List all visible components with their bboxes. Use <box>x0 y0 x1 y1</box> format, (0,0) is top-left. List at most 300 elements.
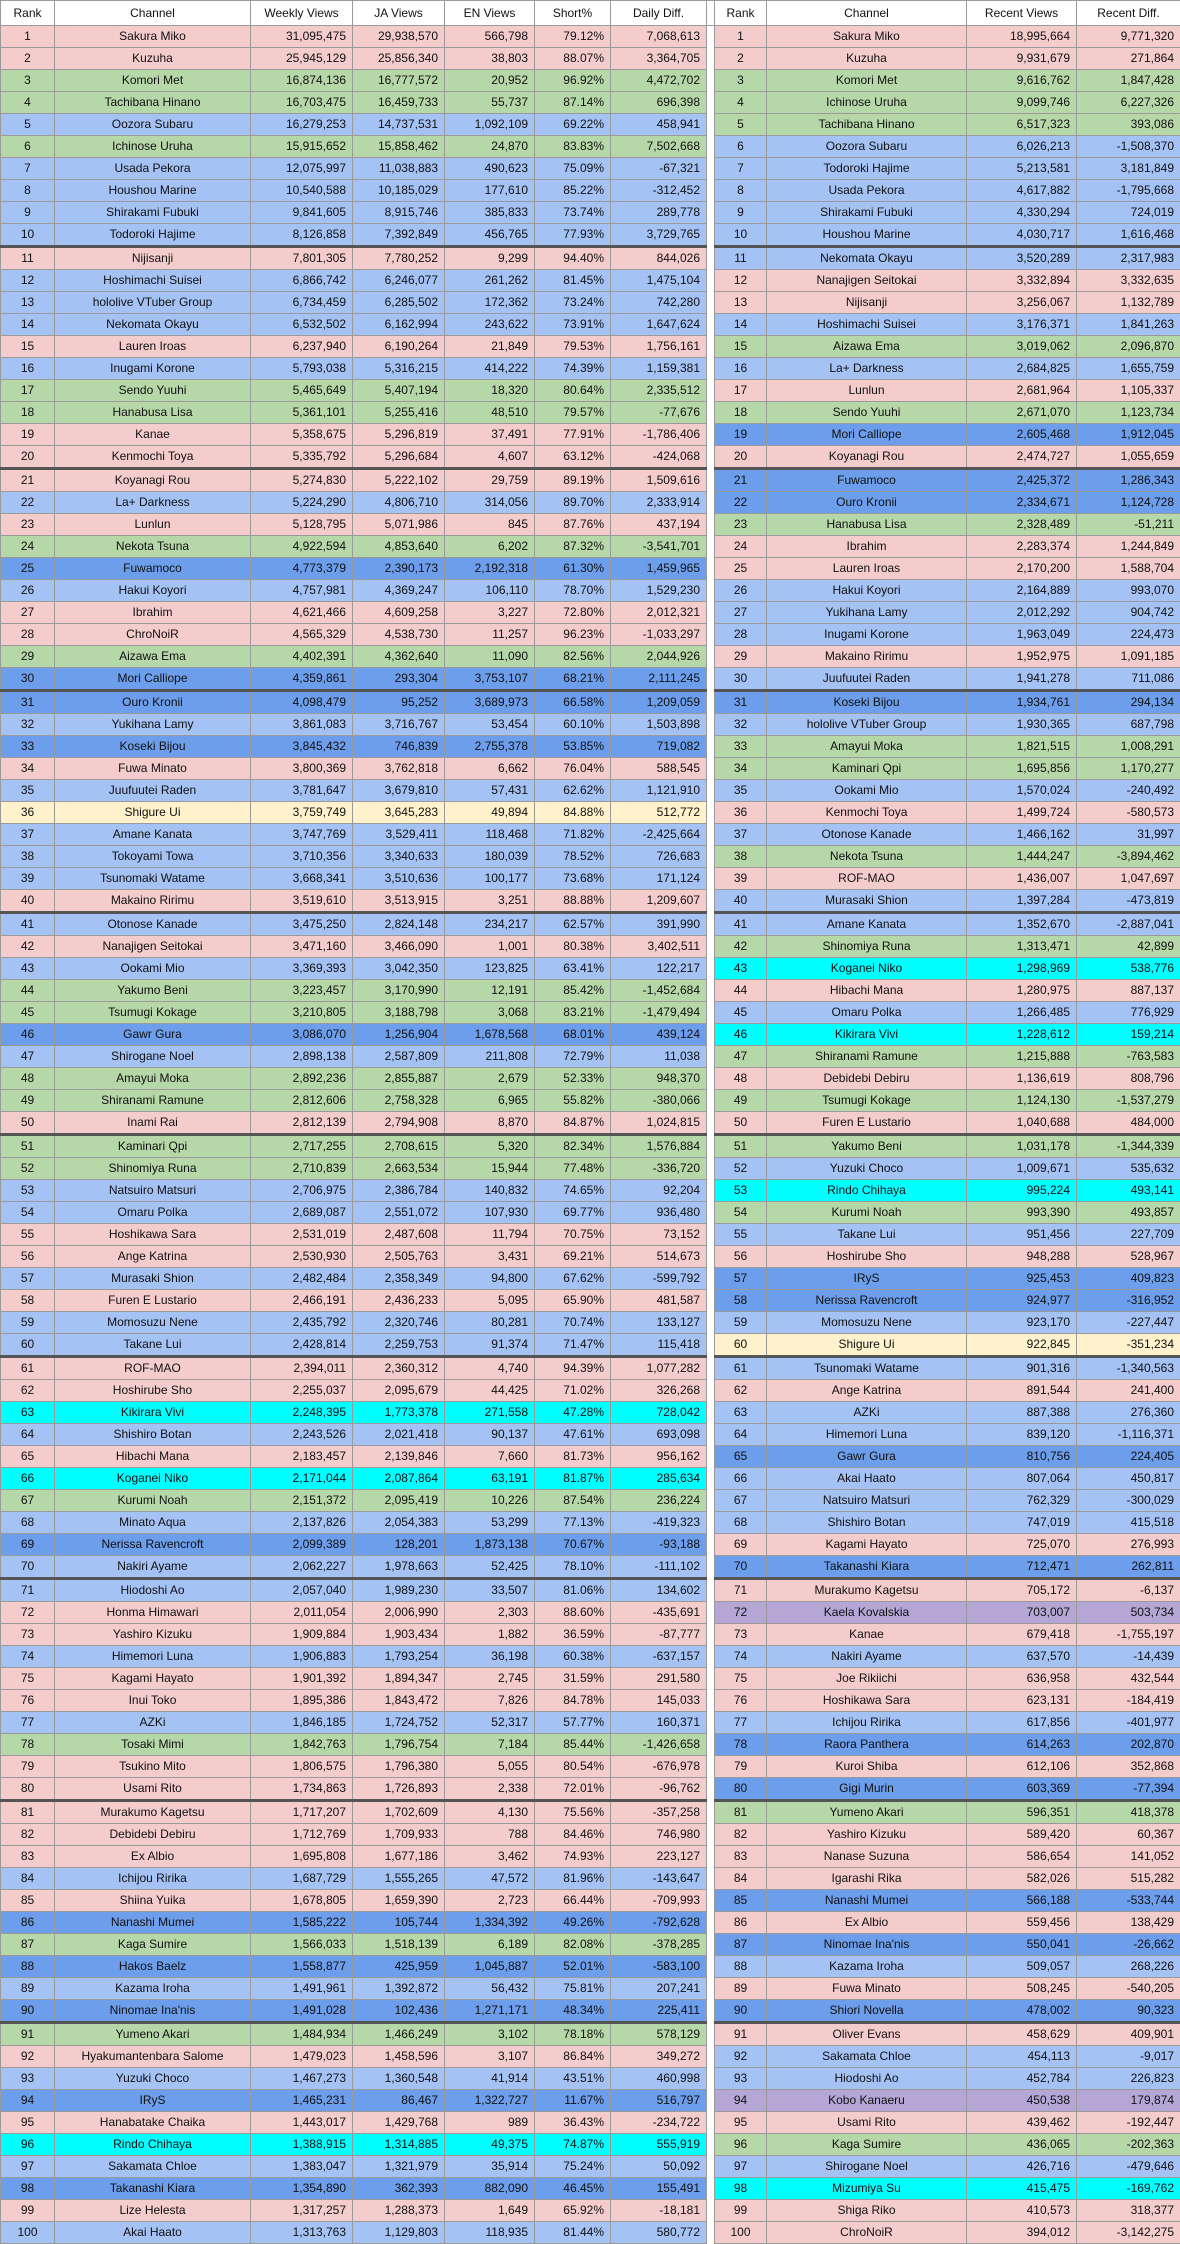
short-pct-cell: 73.24% <box>535 292 611 314</box>
ja-views-cell: 4,538,730 <box>353 624 445 646</box>
table-row <box>715 1646 1180 1668</box>
recent-views-cell: 9,616,762 <box>967 70 1077 92</box>
rank-cell: 7 <box>1 158 55 180</box>
short-pct-cell: 87.14% <box>535 92 611 114</box>
channel-name-cell: Shiina Yuika <box>55 1890 251 1912</box>
ja-views-cell: 86,467 <box>353 2090 445 2112</box>
en-views-cell: 3,689,973 <box>445 691 535 714</box>
daily-diff-cell: 1,077,282 <box>611 1357 707 1380</box>
recent-views-cell: 2,684,825 <box>967 358 1077 380</box>
ja-views-cell: 15,858,462 <box>353 136 445 158</box>
channel-name-cell: Yakumo Beni <box>55 980 251 1002</box>
recent-diff-cell: -580,573 <box>1077 802 1180 824</box>
channel-name-cell: AZKi <box>55 1712 251 1734</box>
recent-views-cell: 612,106 <box>967 1756 1077 1778</box>
recent-diff-cell: 6,227,326 <box>1077 92 1180 114</box>
channel-name-cell: Hakui Koyori <box>767 580 967 602</box>
ja-views-cell: 2,824,148 <box>353 913 445 936</box>
weekly-views-cell: 2,435,792 <box>251 1312 353 1334</box>
rank-cell: 36 <box>715 802 767 824</box>
channel-name-cell: Minato Aqua <box>55 1512 251 1534</box>
rank-cell: 66 <box>1 1468 55 1490</box>
recent-views-cell: 1,009,671 <box>967 1158 1077 1180</box>
channel-name-cell: Ichijou Ririka <box>767 1712 967 1734</box>
recent-views-cell: 2,671,070 <box>967 402 1077 424</box>
channel-name-cell: Furen E Lustario <box>767 1112 967 1135</box>
rank-cell: 67 <box>715 1490 767 1512</box>
daily-diff-cell: 1,121,910 <box>611 780 707 802</box>
daily-diff-cell: 223,127 <box>611 1846 707 1868</box>
short-pct-cell: 94.40% <box>535 247 611 270</box>
rank-cell: 8 <box>715 180 767 202</box>
recent-diff-cell: 904,742 <box>1077 602 1180 624</box>
table-row <box>1 1712 715 1734</box>
recent-views-cell: 2,328,489 <box>967 514 1077 536</box>
channel-name-cell: Lunlun <box>55 514 251 536</box>
weekly-views-cell: 8,126,858 <box>251 224 353 247</box>
channel-name-cell: Ookami Mio <box>767 780 967 802</box>
weekly-views-cell: 2,482,484 <box>251 1268 353 1290</box>
table-row <box>1 492 715 514</box>
table-row <box>715 1490 1180 1512</box>
recent-views-cell: 1,570,024 <box>967 780 1077 802</box>
rank-cell: 60 <box>1 1334 55 1357</box>
channel-name-cell: Kobo Kanaeru <box>767 2090 967 2112</box>
rank-cell: 78 <box>715 1734 767 1756</box>
table-row <box>1 446 715 469</box>
rank-cell: 87 <box>715 1934 767 1956</box>
channel-name-cell: Kaminari Qpi <box>767 758 967 780</box>
weekly-views-cell: 5,358,675 <box>251 424 353 446</box>
ja-views-cell: 1,796,754 <box>353 1734 445 1756</box>
short-pct-cell: 82.08% <box>535 1934 611 1956</box>
ja-views-cell: 2,320,746 <box>353 1312 445 1334</box>
recent-diff-cell: 318,377 <box>1077 2200 1180 2222</box>
channel-name-cell: Murasaki Shion <box>55 1268 251 1290</box>
recent-diff-cell: 294,134 <box>1077 691 1180 714</box>
table-row <box>1 1602 715 1624</box>
short-pct-cell: 74.65% <box>535 1180 611 1202</box>
ja-views-cell: 16,459,733 <box>353 92 445 114</box>
daily-diff-cell: -709,993 <box>611 1890 707 1912</box>
rank-cell: 29 <box>715 646 767 668</box>
short-pct-cell: 87.32% <box>535 536 611 558</box>
table-row <box>715 2200 1180 2222</box>
channel-name-cell: Hoshimachi Suisei <box>55 270 251 292</box>
channel-name-cell: Omaru Polka <box>55 1202 251 1224</box>
daily-diff-cell: -357,258 <box>611 1801 707 1824</box>
recent-views-cell: 2,283,374 <box>967 536 1077 558</box>
channel-name-cell: Nanashi Mumei <box>55 1912 251 1934</box>
channel-name-cell: Kikirara Vivi <box>767 1024 967 1046</box>
table-row <box>1 1534 715 1556</box>
rank-cell: 49 <box>715 1090 767 1112</box>
daily-diff-cell: 1,503,898 <box>611 714 707 736</box>
weekly-views-cell: 1,712,769 <box>251 1824 353 1846</box>
rank-cell: 78 <box>1 1734 55 1756</box>
header-short-pct: Short% <box>535 1 611 26</box>
rank-cell: 95 <box>715 2112 767 2134</box>
en-views-cell: 1,322,727 <box>445 2090 535 2112</box>
short-pct-cell: 52.01% <box>535 1956 611 1978</box>
short-pct-cell: 63.41% <box>535 958 611 980</box>
channel-name-cell: Usada Pekora <box>767 180 967 202</box>
recent-views-cell: 454,113 <box>967 2046 1077 2068</box>
channel-name-cell: Makaino Ririmu <box>55 890 251 913</box>
recent-views-cell: 5,213,581 <box>967 158 1077 180</box>
rank-cell: 52 <box>715 1158 767 1180</box>
recent-views-cell: 1,313,471 <box>967 936 1077 958</box>
recent-views-cell: 839,120 <box>967 1424 1077 1446</box>
ja-views-cell: 3,466,090 <box>353 936 445 958</box>
recent-views-cell: 614,263 <box>967 1734 1077 1756</box>
short-pct-cell: 43.51% <box>535 2068 611 2090</box>
recent-diff-cell: 484,000 <box>1077 1112 1180 1135</box>
table-row <box>715 92 1180 114</box>
recent-diff-cell: -401,977 <box>1077 1712 1180 1734</box>
en-views-cell: 36,198 <box>445 1646 535 1668</box>
header-ja-views: JA Views <box>353 1 445 26</box>
table-row <box>715 1756 1180 1778</box>
channel-name-cell: Otonose Kanade <box>55 913 251 936</box>
table-row <box>715 1624 1180 1646</box>
channel-name-cell: Takanashi Kiara <box>767 1556 967 1579</box>
daily-diff-cell: 719,082 <box>611 736 707 758</box>
table-row <box>715 2090 1180 2112</box>
short-pct-cell: 71.47% <box>535 1334 611 1357</box>
table-row <box>715 424 1180 446</box>
rank-cell: 5 <box>1 114 55 136</box>
header-en-views: EN Views <box>445 1 535 26</box>
ja-views-cell: 2,663,534 <box>353 1158 445 1180</box>
rank-cell: 96 <box>1 2134 55 2156</box>
short-pct-cell: 87.76% <box>535 514 611 536</box>
daily-diff-cell: 1,475,104 <box>611 270 707 292</box>
table-row <box>1 1246 715 1268</box>
channel-name-cell: Ange Katrina <box>767 1380 967 1402</box>
rank-cell: 95 <box>1 2112 55 2134</box>
rank-cell: 19 <box>1 424 55 446</box>
ja-views-cell: 1,321,979 <box>353 2156 445 2178</box>
ja-views-cell: 128,201 <box>353 1534 445 1556</box>
short-pct-cell: 36.59% <box>535 1624 611 1646</box>
channel-name-cell: Yuzuki Choco <box>55 2068 251 2090</box>
en-views-cell: 180,039 <box>445 846 535 868</box>
channel-name-cell: Hoshimachi Suisei <box>767 314 967 336</box>
table-row <box>1 980 715 1002</box>
table-row <box>1 314 715 336</box>
recent-views-cell: 2,170,200 <box>967 558 1077 580</box>
channel-name-cell: Nerissa Ravencroft <box>55 1534 251 1556</box>
recent-diff-cell: 538,776 <box>1077 958 1180 980</box>
recent-diff-cell: 159,214 <box>1077 1024 1180 1046</box>
channel-name-cell: Kanae <box>767 1624 967 1646</box>
recent-diff-cell: 515,282 <box>1077 1868 1180 1890</box>
channel-name-cell: Akai Haato <box>55 2222 251 2244</box>
table-row <box>715 936 1180 958</box>
en-views-cell: 5,095 <box>445 1290 535 1312</box>
recent-diff-cell: 241,400 <box>1077 1380 1180 1402</box>
recent-diff-cell: 202,870 <box>1077 1734 1180 1756</box>
table-row <box>1 92 715 114</box>
channel-name-cell: Takanashi Kiara <box>55 2178 251 2200</box>
recent-views-cell: 725,070 <box>967 1534 1077 1556</box>
rank-cell: 33 <box>1 736 55 758</box>
short-pct-cell: 67.62% <box>535 1268 611 1290</box>
daily-diff-cell: 746,980 <box>611 1824 707 1846</box>
en-views-cell: 53,299 <box>445 1512 535 1534</box>
recent-diff-cell: -6,137 <box>1077 1579 1180 1602</box>
channel-name-cell: Shinomiya Runa <box>55 1158 251 1180</box>
recent-diff-cell: 227,709 <box>1077 1224 1180 1246</box>
table-row <box>1 424 715 446</box>
weekly-views-cell: 5,361,101 <box>251 402 353 424</box>
daily-diff-cell: 1,159,381 <box>611 358 707 380</box>
table-row <box>715 1002 1180 1024</box>
header-row <box>715 1 1180 26</box>
daily-diff-cell: 458,941 <box>611 114 707 136</box>
weekly-views-cell: 1,566,033 <box>251 1934 353 1956</box>
ja-views-cell: 1,989,230 <box>353 1579 445 1602</box>
rank-cell: 34 <box>1 758 55 780</box>
channel-name-cell: Takane Lui <box>767 1224 967 1246</box>
rank-cell: 3 <box>1 70 55 92</box>
channel-name-cell: Joe Rikiichi <box>767 1668 967 1690</box>
channel-name-cell: Shirakami Fubuki <box>55 202 251 224</box>
channel-name-cell: Kenmochi Toya <box>55 446 251 469</box>
table-row <box>715 1956 1180 1978</box>
rank-cell: 59 <box>715 1312 767 1334</box>
recent-diff-cell: 3,181,849 <box>1077 158 1180 180</box>
en-views-cell: 2,745 <box>445 1668 535 1690</box>
en-views-cell: 385,833 <box>445 202 535 224</box>
weekly-views-cell: 2,137,826 <box>251 1512 353 1534</box>
channel-name-cell: Kaga Sumire <box>767 2134 967 2156</box>
table-row <box>1 2222 715 2244</box>
daily-diff-cell: -419,323 <box>611 1512 707 1534</box>
weekly-views-cell: 1,695,808 <box>251 1846 353 1868</box>
rank-cell: 44 <box>715 980 767 1002</box>
table-row <box>1 2046 715 2068</box>
rank-cell: 30 <box>1 668 55 691</box>
weekly-views-cell: 2,689,087 <box>251 1202 353 1224</box>
short-pct-cell: 80.54% <box>535 1756 611 1778</box>
short-pct-cell: 31.59% <box>535 1668 611 1690</box>
en-views-cell: 33,507 <box>445 1579 535 1602</box>
weekly-views-cell: 5,335,792 <box>251 446 353 469</box>
recent-diff-cell: 1,091,185 <box>1077 646 1180 668</box>
recent-views-cell: 617,856 <box>967 1712 1077 1734</box>
weekly-views-cell: 4,402,391 <box>251 646 353 668</box>
rank-cell: 100 <box>715 2222 767 2244</box>
table-row <box>1 2178 715 2200</box>
recent-diff-cell: 141,052 <box>1077 1846 1180 1868</box>
channel-name-cell: Nekota Tsuna <box>55 536 251 558</box>
table-row <box>715 2112 1180 2134</box>
channel-name-cell: Tsunomaki Watame <box>767 1357 967 1380</box>
recent-diff-cell: 42,899 <box>1077 936 1180 958</box>
weekly-views-cell: 3,759,749 <box>251 802 353 824</box>
rank-cell: 82 <box>715 1824 767 1846</box>
table-row <box>715 2068 1180 2090</box>
weekly-views-cell: 2,466,191 <box>251 1290 353 1312</box>
table-row <box>1 202 715 224</box>
recent-diff-cell: 1,244,849 <box>1077 536 1180 558</box>
channel-name-cell: Nanashi Mumei <box>767 1890 967 1912</box>
channel-name-cell: Sakamata Chloe <box>55 2156 251 2178</box>
ja-views-cell: 4,806,710 <box>353 492 445 514</box>
ja-views-cell: 25,856,340 <box>353 48 445 70</box>
en-views-cell: 3,102 <box>445 2023 535 2046</box>
channel-name-cell: Shiori Novella <box>767 2000 967 2023</box>
rank-cell: 72 <box>715 1602 767 1624</box>
daily-diff-cell: 134,602 <box>611 1579 707 1602</box>
weekly-views-cell: 4,359,861 <box>251 668 353 691</box>
weekly-views-cell: 2,171,044 <box>251 1468 353 1490</box>
recent-diff-cell: -51,211 <box>1077 514 1180 536</box>
daily-diff-cell: 693,098 <box>611 1424 707 1446</box>
weekly-views-cell: 1,842,763 <box>251 1734 353 1756</box>
daily-diff-cell: -378,285 <box>611 1934 707 1956</box>
table-row <box>1 936 715 958</box>
weekly-views-cell: 1,443,017 <box>251 2112 353 2134</box>
ja-views-cell: 362,393 <box>353 2178 445 2200</box>
channel-name-cell: Nakiri Ayame <box>55 1556 251 1579</box>
channel-name-cell: Kazama Iroha <box>55 1978 251 2000</box>
channel-name-cell: Makaino Ririmu <box>767 646 967 668</box>
weekly-views-cell: 2,812,606 <box>251 1090 353 1112</box>
short-pct-cell: 84.88% <box>535 802 611 824</box>
recent-diff-cell: 724,019 <box>1077 202 1180 224</box>
header-recent-views: Recent Views <box>967 1 1077 26</box>
channel-name-cell: Koyanagi Rou <box>55 469 251 492</box>
table-row <box>1 1446 715 1468</box>
ja-views-cell: 5,071,986 <box>353 514 445 536</box>
en-views-cell: 6,965 <box>445 1090 535 1112</box>
ja-views-cell: 3,679,810 <box>353 780 445 802</box>
table-row <box>1 1312 715 1334</box>
recent-diff-cell: 393,086 <box>1077 114 1180 136</box>
short-pct-cell: 66.44% <box>535 1890 611 1912</box>
ja-views-cell: 2,360,312 <box>353 1357 445 1380</box>
en-views-cell: 1,001 <box>445 936 535 958</box>
rank-cell: 53 <box>715 1180 767 1202</box>
table-row <box>715 780 1180 802</box>
en-views-cell: 41,914 <box>445 2068 535 2090</box>
recent-views-cell: 6,026,213 <box>967 136 1077 158</box>
en-views-cell: 5,320 <box>445 1135 535 1158</box>
recent-diff-cell: -1,508,370 <box>1077 136 1180 158</box>
recent-views-cell: 4,617,882 <box>967 180 1077 202</box>
rank-cell: 36 <box>1 802 55 824</box>
channel-name-cell: Todoroki Hajime <box>55 224 251 247</box>
ja-views-cell: 3,762,818 <box>353 758 445 780</box>
recent-diff-cell: 1,841,263 <box>1077 314 1180 336</box>
ja-views-cell: 4,362,640 <box>353 646 445 668</box>
table-row <box>1 292 715 314</box>
table-row <box>1 736 715 758</box>
recent-views-cell: 1,397,284 <box>967 890 1077 913</box>
en-views-cell: 57,431 <box>445 780 535 802</box>
recent-views-cell: 679,418 <box>967 1624 1077 1646</box>
recent-diff-cell: 1,912,045 <box>1077 424 1180 446</box>
rank-cell: 37 <box>1 824 55 846</box>
short-pct-cell: 81.45% <box>535 270 611 292</box>
recent-views-cell: 6,517,323 <box>967 114 1077 136</box>
rank-cell: 97 <box>1 2156 55 2178</box>
table-row <box>1 2068 715 2090</box>
daily-diff-cell: -93,188 <box>611 1534 707 1556</box>
short-pct-cell: 46.45% <box>535 2178 611 2200</box>
short-pct-cell: 89.70% <box>535 492 611 514</box>
channel-name-cell: Koseki Bijou <box>767 691 967 714</box>
table-row <box>1 1290 715 1312</box>
en-views-cell: 15,944 <box>445 1158 535 1180</box>
table-row <box>715 846 1180 868</box>
rank-cell: 60 <box>715 1334 767 1357</box>
en-views-cell: 177,610 <box>445 180 535 202</box>
en-views-cell: 6,202 <box>445 536 535 558</box>
daily-diff-cell: 225,411 <box>611 2000 707 2023</box>
recent-diff-cell: 1,170,277 <box>1077 758 1180 780</box>
daily-diff-cell: 2,333,914 <box>611 492 707 514</box>
rank-cell: 17 <box>715 380 767 402</box>
recent-diff-cell: 3,332,635 <box>1077 270 1180 292</box>
ja-views-cell: 1,796,380 <box>353 1756 445 1778</box>
recent-views-cell: 703,007 <box>967 1602 1077 1624</box>
recent-diff-cell: 268,226 <box>1077 1956 1180 1978</box>
channel-name-cell: ChroNoiR <box>767 2222 967 2244</box>
table-row <box>1 1778 715 1801</box>
recent-views-cell: 3,332,894 <box>967 270 1077 292</box>
daily-diff-cell: -1,786,406 <box>611 424 707 446</box>
recent-views-cell: 1,280,975 <box>967 980 1077 1002</box>
en-views-cell: 3,753,107 <box>445 668 535 691</box>
table-row <box>715 2000 1180 2023</box>
table-row <box>715 26 1180 48</box>
channel-name-cell: Lauren Iroas <box>767 558 967 580</box>
rank-cell: 52 <box>1 1158 55 1180</box>
table-row <box>1 1468 715 1490</box>
table-row <box>715 1912 1180 1934</box>
channel-name-cell: Honma Himawari <box>55 1602 251 1624</box>
channel-name-cell: Otonose Kanade <box>767 824 967 846</box>
channel-name-cell: Natsuiro Matsuri <box>55 1180 251 1202</box>
table-row <box>715 1334 1180 1357</box>
weekly-views-cell: 16,874,136 <box>251 70 353 92</box>
weekly-views-cell: 16,703,475 <box>251 92 353 114</box>
header-row <box>1 1 715 26</box>
short-pct-cell: 71.02% <box>535 1380 611 1402</box>
recent-diff-cell: 2,096,870 <box>1077 336 1180 358</box>
recent-views-cell: 9,931,679 <box>967 48 1077 70</box>
channel-name-cell: Nekomata Okayu <box>55 314 251 336</box>
daily-diff-cell: 936,480 <box>611 1202 707 1224</box>
recent-views-cell: 589,420 <box>967 1824 1077 1846</box>
rank-cell: 38 <box>1 846 55 868</box>
recent-views-cell: 436,065 <box>967 2134 1077 2156</box>
channel-name-cell: Hibachi Mana <box>767 980 967 1002</box>
table-row <box>1 802 715 824</box>
recent-views-cell: 623,131 <box>967 1690 1077 1712</box>
channel-name-cell: Takane Lui <box>55 1334 251 1357</box>
table-row <box>1 780 715 802</box>
channel-name-cell: Shirogane Noel <box>767 2156 967 2178</box>
daily-diff-cell: 115,418 <box>611 1334 707 1357</box>
ja-views-cell: 4,853,640 <box>353 536 445 558</box>
table-row <box>1 1158 715 1180</box>
recent-views-cell: 637,570 <box>967 1646 1077 1668</box>
